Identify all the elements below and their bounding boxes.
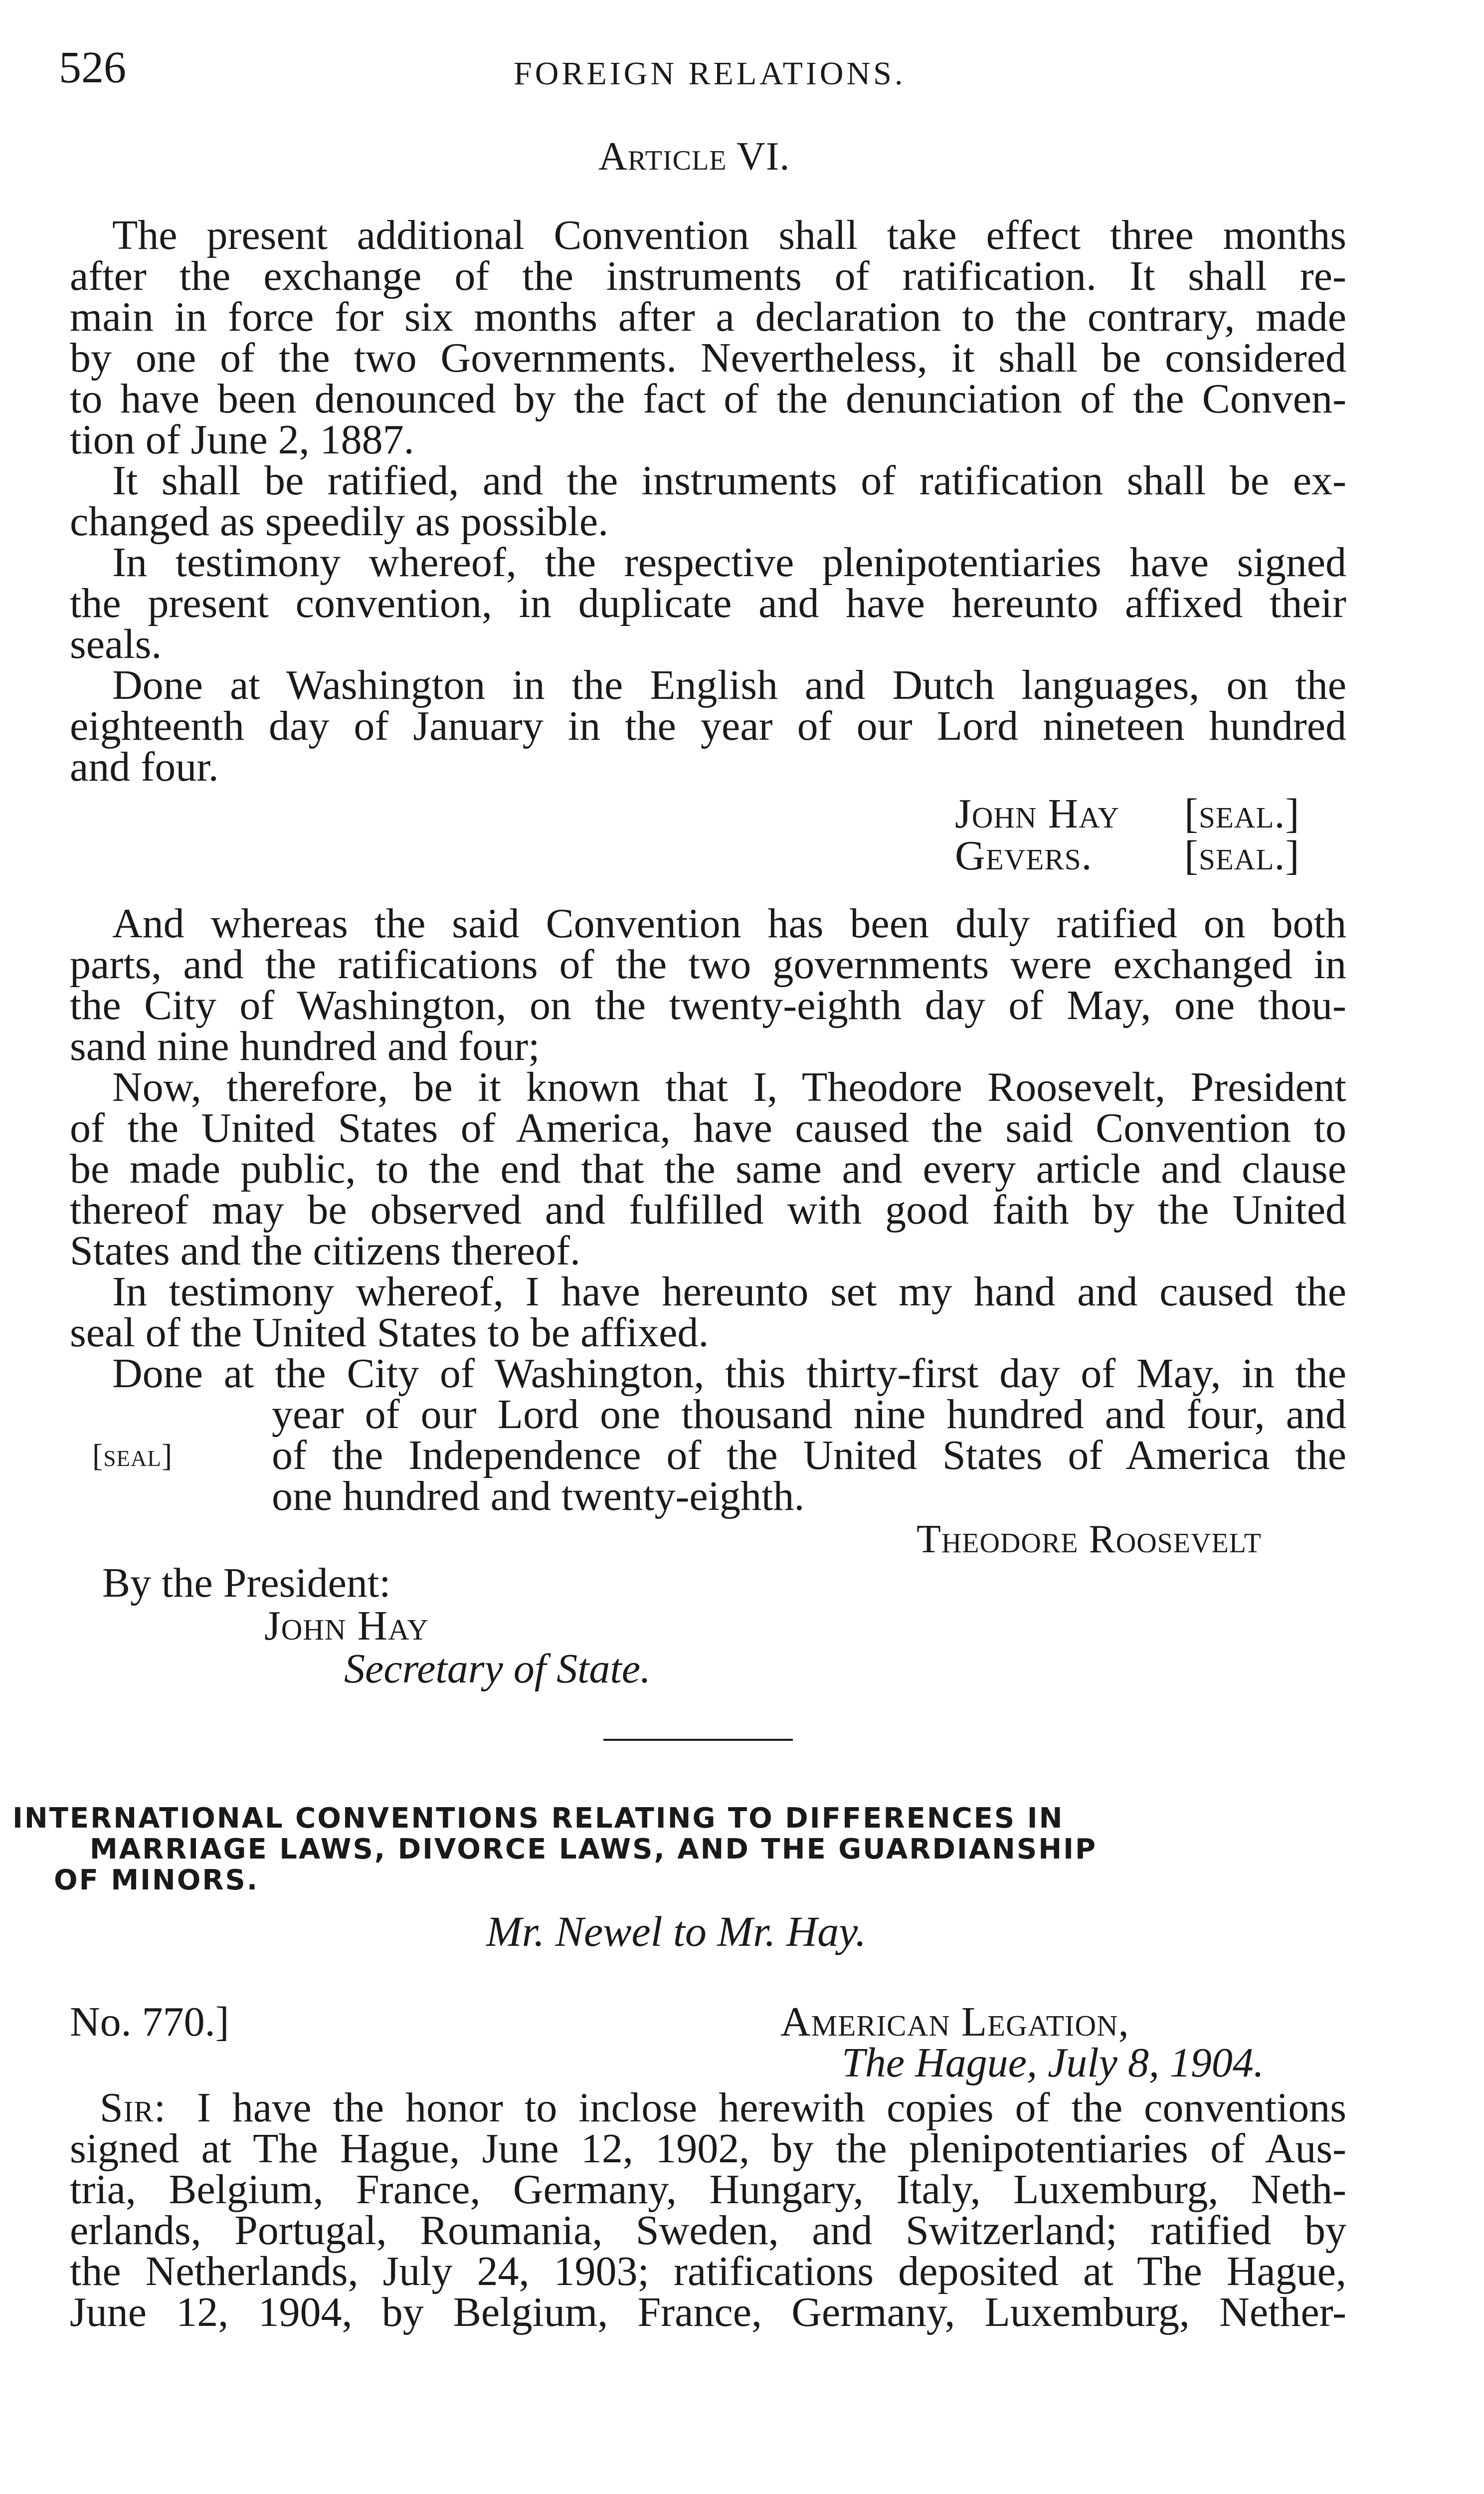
letter-subheading: Mr. Newel to Mr. Hay. (486, 1907, 867, 1955)
article-line: to have been denounced by the fact of the denunciation of the Conven- (70, 376, 1346, 422)
proclamation-line: year of our Lord one thousand nine hundred and four, and (272, 1391, 1346, 1438)
countersigner-title: Secretary of State. (344, 1646, 651, 1692)
signature-name: Gevers. (955, 832, 1093, 879)
article-line: and four. (70, 744, 219, 790)
proclamation-line: And whereas the said Convention has been duly ratified on both (112, 900, 1346, 947)
section-heading: INTERNATIONAL CONVENTIONS RELATING TO DIFFERENCES IN (12, 1802, 1064, 1835)
proclamation-line: Done at the City of Washington, this thirty-first day of May, in the (112, 1350, 1346, 1397)
proclamation-line: of the United States of America, have caused the said Convention to (70, 1105, 1346, 1151)
article-line: changed as speedily as possible. (70, 498, 609, 545)
proclamation-line: of the Independence of the United States of America the (272, 1432, 1346, 1478)
article-line: by one of the two Governments. Nevertheless, it shall be considered (70, 335, 1346, 381)
seal-mark: [seal.] (1184, 832, 1300, 879)
proclamation-line: one hundred and twenty-eighth. (272, 1473, 805, 1519)
article-line: Done at Washington in the English and Dutch languages, on the (112, 662, 1346, 708)
article-line: It shall be ratified, and the instruments of ratification shall be ex- (112, 457, 1346, 504)
salutation: Sir: (100, 2084, 167, 2131)
article-line: The present additional Convention shall take effect three months (112, 212, 1346, 258)
by-the-president: By the President: (102, 1560, 391, 1606)
article-line: after the exchange of the instruments of ratification. It shall re- (70, 253, 1346, 299)
letter-line: signed at The Hague, June 12, 1902, by the plenipotentiaries of Aus- (70, 2125, 1346, 2172)
seal-mark: [seal] (92, 1438, 173, 1473)
proclamation-line: In testimony whereof, I have hereunto set my hand and caused the (112, 1268, 1346, 1315)
page-number: 526 (59, 43, 126, 92)
running-title: FOREIGN RELATIONS. (514, 55, 906, 92)
article-line: In testimony whereof, the respective plenipotentiaries have signed (112, 539, 1346, 586)
letter-line: I have the honor to inclose herewith copies of the conventions (197, 2084, 1346, 2131)
document-number: No. 770.] (70, 1999, 229, 2045)
proclamation-line: the City of Washington, on the twenty-eighth day of May, one thou- (70, 982, 1346, 1029)
proclamation-line: sand nine hundred and four; (70, 1023, 540, 1069)
article-line: tion of June 2, 1887. (70, 416, 414, 463)
proclamation-line: Now, therefore, be it known that I, Theodore Roosevelt, President (112, 1064, 1346, 1110)
signer-name: Theodore Roosevelt (917, 1517, 1262, 1561)
proclamation-line: parts, and the ratifications of the two governments were exchanged in (70, 941, 1346, 988)
place-date: The Hague, July 8, 1904. (842, 2040, 1264, 2086)
signature-name: John Hay (955, 791, 1119, 837)
section-heading: OF MINORS. (54, 1864, 259, 1896)
proclamation-line: seal of the United States to be affixed. (70, 1309, 709, 1356)
article-line: main in force for six months after a declaration to the contrary, made (70, 294, 1346, 340)
section-divider (603, 1739, 793, 1741)
letter-line: June 12, 1904, by Belgium, France, Germany, Luxemburg, Nether- (70, 2289, 1346, 2335)
article-title: Article VI. (598, 135, 790, 179)
legation-name: American Legation, (780, 1999, 1129, 2045)
proclamation-line: be made public, to the end that the same and every article and clause (70, 1146, 1346, 1192)
letter-line: the Netherlands, July 24, 1903; ratifications deposited at The Hague, (70, 2248, 1346, 2294)
article-line: eighteenth day of January in the year of our Lord nineteen hundred (70, 703, 1346, 749)
seal-mark: [seal.] (1184, 791, 1300, 837)
article-line: seals. (70, 621, 162, 667)
proclamation-line: States and the citizens thereof. (70, 1228, 580, 1274)
proclamation-line: thereof may be observed and fulfilled with good faith by the United (70, 1187, 1346, 1233)
countersigner-name: John Hay (264, 1603, 429, 1649)
letter-line: tria, Belgium, France, Germany, Hungary, Italy, Luxemburg, Neth- (70, 2166, 1346, 2213)
letter-line: erlands, Portugal, Roumania, Sweden, and Switzerland; ratified by (70, 2207, 1346, 2254)
article-line: the present convention, in duplicate and have hereunto affixed their (70, 580, 1346, 626)
section-heading: MARRIAGE LAWS, DIVORCE LAWS, AND THE GUARDIANSHIP (90, 1833, 1097, 1866)
